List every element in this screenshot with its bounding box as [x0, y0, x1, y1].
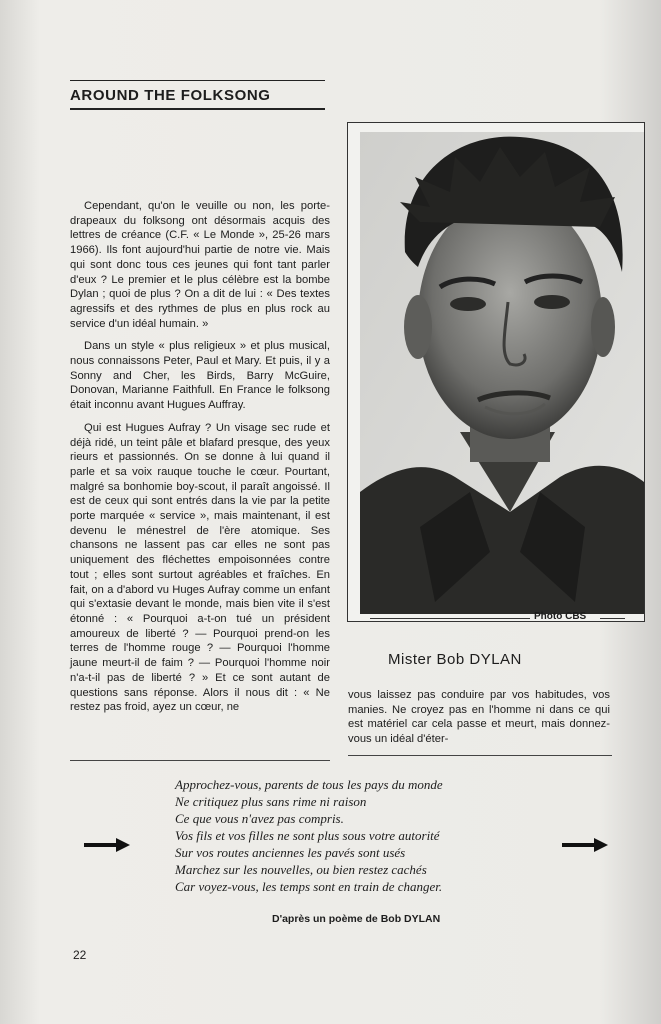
section-title: AROUND THE FOLKSONG [70, 87, 271, 104]
poem-credit: D'après un poème de Bob DYLAN [272, 913, 441, 925]
photo-credit [370, 610, 625, 624]
article-paragraph-2: Dans un style « plus religieux » et plus musical, nous connaissons Peter, Paul et Mary. Et puis, il y a Sonny and Cher, les Birds, Barry McGuire, Donovan, Marianne Faithfull. En France le folksong était inconnu avant Hugues Auffray. [70, 340, 330, 412]
page-number: 22 [73, 948, 87, 962]
section-header [70, 80, 325, 110]
divider-left [70, 760, 330, 761]
right-arrow-icon [562, 838, 608, 852]
poem-line-4: Vos fils et vos filles ne sont plus sous votre autorité [175, 828, 440, 843]
article-left-column [70, 199, 330, 723]
right-arrow-icon [84, 838, 130, 852]
header-rule-bottom [70, 108, 325, 110]
article-continuation: vous laissez pas conduire par vos habitudes, vos manies. Ne croyez pas en l'homme ni dans ce qui est matériel car cela passe et meurt, mais donnez-vous un idéal d'éter- [348, 689, 610, 746]
photo-credit-text: Photo CBS [534, 611, 587, 622]
poem [175, 776, 555, 895]
article-right-column [348, 688, 610, 755]
portrait-photo-frame [347, 122, 645, 622]
credit-rule-left [370, 618, 530, 619]
portrait-photo [360, 132, 644, 614]
poem-line-7: Car voyez-vous, les temps sont en train de changer. [175, 879, 443, 894]
divider-right [348, 755, 612, 756]
photo-caption: Mister Bob DYLAN [388, 651, 522, 668]
poem-line-5: Sur vos routes anciennes les pavés sont usés [175, 845, 406, 860]
poem-line-1: Approchez-vous, parents de tous les pays du monde [175, 777, 443, 792]
poem-line-3: Ce que vous n'avez pas compris. [175, 811, 344, 826]
article-paragraph-1: Cependant, qu'on le veuille ou non, les porte-drapeaux du folksong ont désormais acquis des lettres de créance (C.F. « Le Monde », 25-26 mars 1966). Ils font aujourd'hui partie de notre vie. Mais qui sont donc tous ces jeunes qui font tant parler d'eux ? Le premier et le plus célèbre est la bombe Dylan ; quoi de plus ? On a dit de lui : « Des textes agressifs et des rythmes de plus en plus rock au service d'un idéal humain. » [70, 200, 330, 330]
credit-rule-right [600, 618, 625, 619]
poem-line-6: Marchez sur les nouvelles, ou bien restez cachés [175, 862, 427, 877]
article-paragraph-3: Qui est Hugues Aufray ? Un visage sec rude et déjà ridé, un teint pâle et blafard presque, des yeux rieurs et passionnés. On se donne à lui quand il parle et sa voix rauque touche le cœur. Pourtant, malgré sa bonhomie boy-scout, il paraît angoissé. Il est de ceux qui sont entrés dans la vie par la petite porte marquée « service », mais maintenant, il est devenu le ménestrel de l'ère atomique. Ses chansons ne lassent pas car elles ne sont pas uniquement des fléchettes empoisonnées contre tout ; elles sont surtout agréables et fraîches. En fait, on a d'abord vu Huges Aufray comme un enfant qui s'extasie devant le monde, mais bien vite il s'est étonné : « Pourquoi a-t-on tué un président amoureux de liberté ? — Pourquoi prend-on les terres de l'homme rouge ? — Pourquoi l'homme jaune meurt-il de faim ? — Pourquoi l'homme noir n'a-t-il pas de liberté ? » Et ce sont autant de questions sans réponse. Alors il nous dit : « Ne restez pas froid, ayez un cœur, ne [70, 421, 330, 714]
poem-line-2: Ne critiquez plus sans rime ni raison [175, 794, 367, 809]
